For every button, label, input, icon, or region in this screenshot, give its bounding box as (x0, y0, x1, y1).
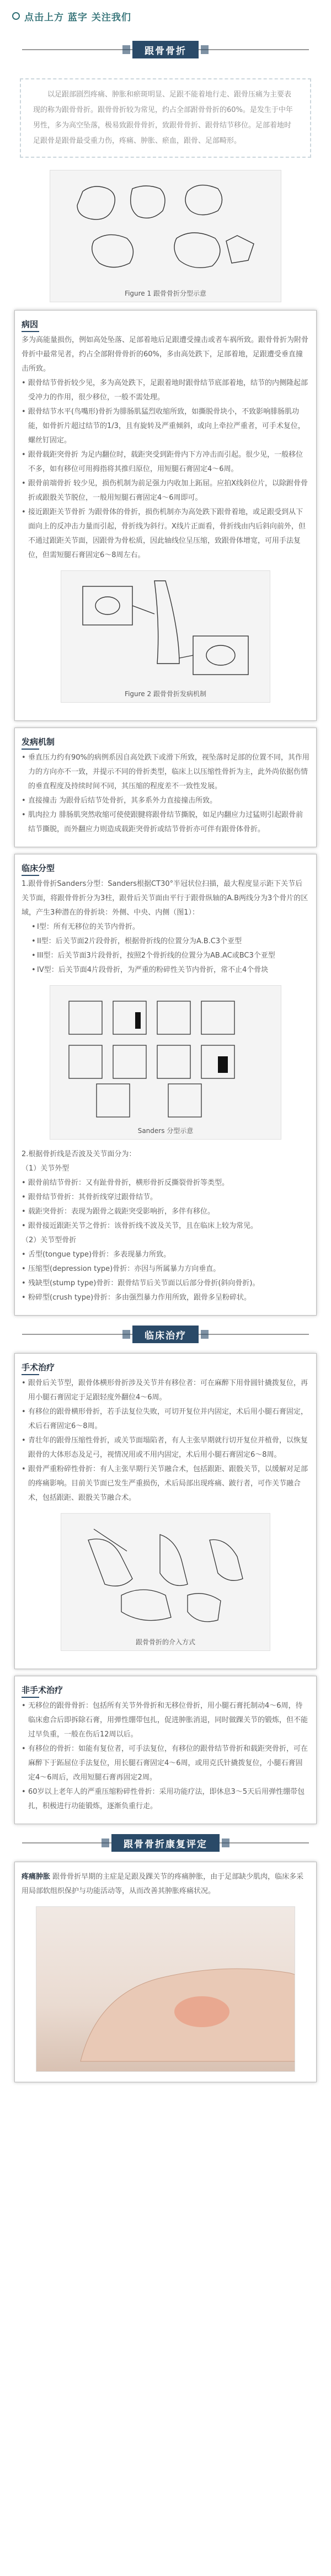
mechanism-illustration (72, 575, 259, 686)
card-paragraph: 1.跟骨骨折Sanders分型：Sanders根据CT30°半冠状位扫描，最大程度显示距下关节后关节面，将跟骨骨折分为3柱，跟骨后关节面由平行于跟骨纵轴的A.B两线分为3个骨片的区域，产生3种潜在的骨折块：外侧、中央、内侧（图1）： (22, 880, 308, 917)
rehab-heading: 疼痛肿胀 (22, 1873, 51, 1881)
list-item: • 接近跟距关节骨折 为跟骨体的骨折，损伤机制亦为高处跌下跟骨着地，或足跟受到从下面向上的反冲击力量而引起，骨折线为斜行。X线片正面看，骨折线由内后斜向前外，但不通过跟距关节面，因跟骨为骨松质，因此轴线位呈压缩，致跟骨体增宽，可用手法复位，但需短腿石膏固定6～8周左右。 (22, 505, 309, 563)
foot-bones-illustration (61, 175, 270, 285)
rehab-paragraph: 跟骨骨折早期的主症是足跟及踝关节的疼痛肿胀，由于足部缺少肌肉，临床多采用局部软组织保护与功能活动等，从而改善其肿胀疼痛状况。 (22, 1873, 304, 1895)
card-paragraph: 2.根据骨折线是否波及关节面分为： (22, 1150, 136, 1158)
list-item: • 跟骨严重粉碎性骨折：有人主张早期行关节融合术，包括跟距、跟骰关节，以缓解对足部的疼痛影响。目前关节面已发生严重损伤，术后局部出现疼痛、跛行者，可作关节融合术，包括跟距、跟骰关节融合术。 (22, 1462, 309, 1505)
circle-icon (12, 12, 20, 20)
figure-sanders (50, 985, 281, 1140)
cause-card (14, 310, 317, 721)
surgery-illustration (72, 1518, 259, 1634)
banner-title: 临床治疗 (132, 1326, 199, 1343)
list-item: • 跟骨结节骨折：其骨折线穿过跟骨结节。 (22, 1190, 309, 1205)
follow-us-text[interactable]: 点击上方 蓝字 关注我们 (24, 12, 131, 23)
conservative-card (14, 1676, 317, 1824)
card-paragraph: 多为高能量损伤，例如高处坠落、足部着地后足跟遭受撞击或者车祸所致。跟骨骨折为附骨骨折中最常见者，约占全部附骨骨折的60%，多由高处跌下，足部着地，足跟遭受垂直撞击所致。 (22, 336, 309, 373)
list-item: • 残缺型(stump type)骨折：跟骨结节后关节面以后部分骨折(斜向骨折)。 (22, 1276, 309, 1291)
list-item: • III型：后关节面3片段骨折，按照2个骨折线的位置分为AB.AC或BC3个亚型 (22, 949, 309, 963)
mechanism-card (14, 728, 317, 847)
list-item: • 60岁以上老年人的严重压缩粉碎性骨折：采用功能疗法，即休息3～5天后用弹性绷带包扎，积极进行功能锻炼，逐渐负重行走。 (22, 1785, 309, 1814)
figure-surgery (61, 1513, 270, 1651)
figure-caption: Figure 2 跟骨骨折发病机制 (125, 690, 206, 698)
card-title: 发病机制 (22, 736, 309, 750)
list-item: • I型：所有无移位的关节内骨折。 (22, 920, 309, 934)
figure-fracture-types (50, 170, 281, 302)
list-item: • II型：后关节面2片段骨折，根据骨折线的位置分为A.B.C3个亚型 (22, 934, 309, 949)
sanders-illustration (58, 990, 273, 1123)
list-item: • 载距突骨折：表现为跟骨之载距突受影响折，多伴有移位。 (22, 1205, 309, 1219)
section-banner-rehab (0, 1831, 331, 1855)
list-item: • 垂直压力约有90%的病例系因自高处跌下或滑下所致，视坠落时足部的位置不同，其作用力的方向亦不一致，并提示不同的骨折类型，临床上以压缩性骨折为主，此外尚依据伤情的垂直程度及持续时间不同，其压缩的程度差不一致性发展。 (22, 751, 309, 794)
list-item: • 跟骨结节水平(鸟嘴形)骨折为腓肠肌猛烈收缩所致，如撕脱骨块小，不致影响腓肠肌功能，如骨折片超过结节的1/3，且有旋转及严重倾斜，或向上牵拉严重者，可手术复位，螺丝钉固定。 (22, 405, 309, 448)
list-item: • 有移位的骨折：如能有复位者，可手法复位，有移位的跟骨结节骨折和载距突骨折，可在麻醉下于跖屈位手法复位，用长腿石膏固定4～6周，或用克氏针撬拨复位，小腿石膏固定4～6周后，改用短腿石膏再固定2周。 (22, 1742, 309, 1785)
list-item: • 肌肉拉力 腓肠肌突然收缩可使使跟腱将跟骨结节撕脱，如足内翻应力过猛则引起跟骨前结节撕脱，而外翻应力则造成载距突骨折或结节骨折亦可伴有跟骨体骨折。 (22, 808, 309, 837)
section-banner-treatment (0, 1322, 331, 1346)
list-item: • 直接撞击 为跟骨后结节处骨折，其多系外力直接撞击所致。 (22, 794, 309, 808)
list-item: • 无移位的跟骨骨折：包括所有关节外骨折和无移位骨折，用小腿石膏托制动4～6周，待临床愈合后即拆除石膏，用弹性绷带包扎，促进肿胀消退，同时做踝关节的锻炼，但不能过早负重，一般在伤后12周以后。 (22, 1699, 309, 1742)
figure-caption: 跟骨骨折的介入方式 (135, 1638, 195, 1646)
classification-card (14, 854, 317, 1316)
list-item: • 舌型(tongue type)骨折：多表现暴力所致。 (22, 1248, 309, 1262)
card-title: 病因 (22, 318, 309, 332)
figure-caption: Sanders 分型示意 (137, 1126, 194, 1135)
list-item: • 跟骨后关节型，跟骨体横形骨折涉及关节并有移位者：可在麻醉下用骨圆针撬拨复位，再用小腿石膏固定于足跟轻度外翻位4～6周。 (22, 1376, 309, 1405)
intro-paragraph: 以足跟部剧烈疼痛、肿胀和瘀斑明显、足跟不能着地行走、跟骨压痛为主要表现的称为跟骨骨折。跟骨骨折较为常见，约占全部跗骨骨折的60%。是发生于中年男性，多为高空坠落，极易致跟骨骨折，致跟骨骨折、跟骨结节移位。足部着地时足跟骨是跟骨最受重力伤，疼痛、肿胀、瘀血，跟骨、足部畸形。 (20, 78, 311, 158)
foot-photo (36, 1906, 295, 2072)
surgery-card (14, 1353, 317, 1669)
foot-photo-illustration (36, 1907, 295, 2072)
rehab-card (14, 1862, 317, 2082)
header-bar (0, 0, 331, 32)
card-title: 手术治疗 (22, 1361, 309, 1375)
card-title: 非手术治疗 (22, 1684, 309, 1698)
group-heading: （2）关节型骨折 (22, 1236, 77, 1244)
figure-caption: Figure 1 跟骨骨折分型示意 (125, 289, 206, 297)
banner-title: 跟骨骨折康复评定 (111, 1834, 220, 1852)
list-item: • IV型：后关节面4片段骨折，为严重的粉碎性关节内骨折，常不止4个骨块 (22, 963, 309, 977)
list-item: • 跟骨结节骨折较少见，多为高处跌下，足跟着地时跟骨结节底部着地，结节的内侧隆起部受冲力的作用，很少移位，一般不需处理。 (22, 376, 309, 405)
card-title: 临床分型 (22, 862, 309, 876)
list-item: • 粉碎型(crush type)骨折：多由强烈暴力作用所致，跟骨多呈粉碎状。 (22, 1291, 309, 1305)
group-heading: （1）关节外型 (22, 1164, 70, 1173)
list-item: • 压缩型(depression type)骨折：亦因与所属暴力方向垂直。 (22, 1262, 309, 1276)
banner-title: 跟骨骨折 (132, 41, 199, 58)
list-item: • 有移位的跟骨横形骨折，若手法复位失败，可切开复位并内固定，术后用小腿石膏固定，术后石膏固定6～8周。 (22, 1405, 309, 1434)
figure-mechanism (61, 570, 270, 703)
list-item: • 跟骨接近跟距关节之骨折：该骨折线不波及关节，且在临床上较为常见。 (22, 1219, 309, 1233)
list-item: • 跟骨前端骨折 较少见，损伤机制为前足强力内收加上跖屈。应拍X线斜位片，以除跗骨骨折或跟骰关节脱位，一般用短腿石膏固定4～6周即可。 (22, 477, 309, 505)
list-item: • 跟骨载距突骨折 为足内翻位时，载距突受到距骨内下方冲击而引起。很少见，一般移位不多，如有移位可用拇指将其推归原位，用短腿石膏固定4～6周。 (22, 448, 309, 477)
section-banner-main (0, 38, 331, 62)
list-item: • 青壮年的跟骨压缩性骨折，或关节面塌陷者，有人主张早期就行切开复位并植骨，以恢复跟骨的大体形态及足弓，视情况用或不用内固定，术后用小腿石膏固定6～8周。 (22, 1434, 309, 1462)
list-item: • 跟骨前结节骨折：又有趾骨骨折，横形骨折反撕裂骨折等类型。 (22, 1176, 309, 1190)
